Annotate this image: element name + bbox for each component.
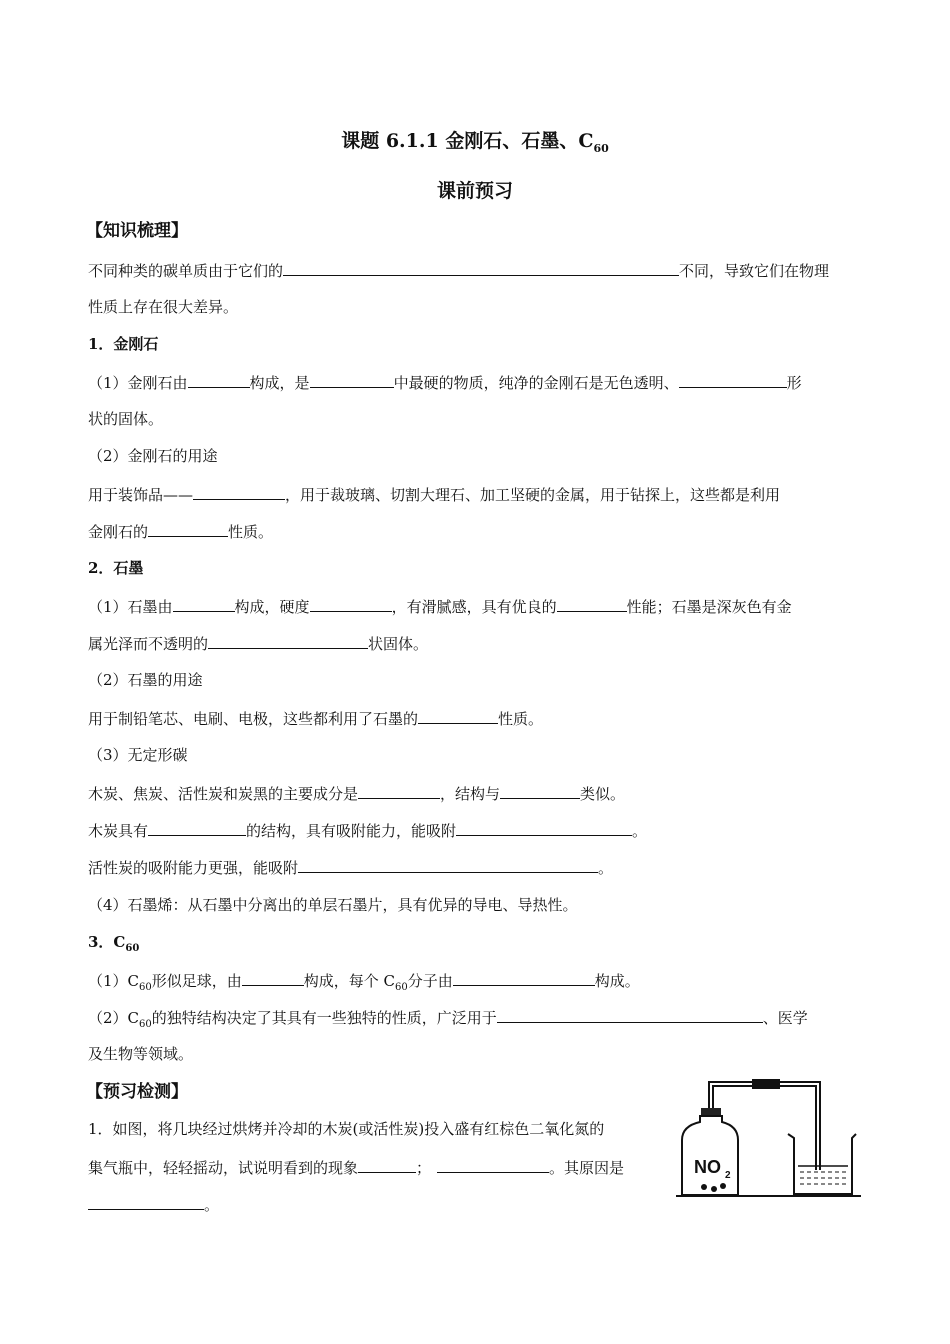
c60-uses-line: $(2)C_{60}$的独特结构决定了其具有一些独特的性质，广泛用于 、医学 [88,1006,808,1036]
svg-text:2: 2 [725,1170,731,1181]
c60-uses-line-2: 及生物等领域。 [88,1045,194,1063]
rubber-joint [752,1079,780,1089]
blank[interactable] [242,969,304,986]
blank[interactable] [437,1156,549,1173]
blank[interactable] [557,595,627,612]
blank[interactable] [310,371,394,388]
blank[interactable] [497,1006,763,1023]
gas-bottle [682,1116,738,1195]
graphite-structure-line-2: 属光泽而不透明的 状固体。 [88,632,428,655]
charcoal-piece [701,1184,707,1190]
question-1-line-2: 集气瓶中，轻轻摇动，试说明看到的现象 ； 。其原因是 [88,1156,624,1179]
blank[interactable] [298,856,598,873]
gas-bottle-apparatus [676,1070,866,1200]
diamond-structure-line: （1）金刚石由 构成，是 中最硬的物质，纯净的金刚石是无色透明、 形 [88,371,802,394]
blank[interactable] [208,632,368,649]
charcoal-piece [711,1186,717,1192]
c60-heading: 3．$C_{60}$ [88,933,140,954]
section-knowledge-heading: 【知识梳理】 [86,221,188,241]
question-1-line-3: 。 [88,1193,219,1216]
blank[interactable] [148,520,228,537]
page-title: 课题 6.1.1 金刚石、石墨、$C_{60}$ [341,130,609,155]
blank[interactable] [188,371,250,388]
blank[interactable] [283,259,679,276]
diamond-uses-heading: （2）金刚石的用途 [88,447,218,465]
blank[interactable] [418,707,498,724]
diamond-structure-line-2: 状的固体。 [88,410,164,428]
blank[interactable] [358,782,440,799]
graphite-uses-line: 用于制铅笔芯、电刷、电极，这些都利用了石墨的 性质。 [88,707,543,730]
blank[interactable] [456,819,632,836]
blank[interactable] [310,595,392,612]
blank[interactable] [173,595,235,612]
stopper [701,1108,721,1116]
graphite-uses-heading: （2）石墨的用途 [88,671,203,689]
blank[interactable] [88,1193,204,1210]
amorphous-carbon-line-3: 活性炭的吸附能力更强，能吸附 。 [88,856,613,879]
beaker [788,1134,856,1194]
blank[interactable] [453,969,595,986]
graphite-structure-line: （1）石墨由 构成，硬度 ，有滑腻感，具有优良的 性能；石墨是深灰色有金 [88,595,792,618]
diamond-heading: 1．金刚石 [88,335,159,353]
diamond-uses-line: 用于装饰品—— ，用于裁玻璃、切割大理石、加工坚硬的金属，用于钻探上，这些都是利用 [88,483,780,506]
blank[interactable] [193,483,285,500]
blank[interactable] [679,371,787,388]
graphene-line: （4）石墨烯：从石墨中分离出的单层石墨片，具有优异的导电、导热性。 [88,896,578,914]
charcoal-piece [720,1183,726,1189]
diamond-uses-line-2: 金刚石的 性质。 [88,520,273,543]
amorphous-carbon-heading: （3）无定形碳 [88,746,188,764]
bottle-label: NO [694,1157,721,1177]
intro-line-1: 不同种类的碳单质由于它们的 不同，导致它们在物理 [88,259,829,282]
section-check-heading: 【预习检测】 [86,1082,188,1102]
blank[interactable] [500,782,580,799]
blank[interactable] [148,819,246,836]
question-1-line-1: 1．如图，将几块经过烘烤并冷却的木炭(或活性炭)投入盛有红棕色二氧化氮的 [88,1120,605,1138]
blank[interactable] [358,1156,416,1173]
graphite-heading: 2．石墨 [88,559,144,577]
page-subtitle: 课前预习 [436,180,513,202]
c60-structure-line: $(1)C_{60}$形似足球，由 构成，每个 $C_{60}$分子由 构成。 [88,969,640,999]
amorphous-carbon-line-1: 木炭、焦炭、活性炭和炭黑的主要成分是 ，结构与 类似。 [88,782,625,805]
intro-line-2: 性质上存在很大差异。 [88,298,239,316]
amorphous-carbon-line-2: 木炭具有 的结构，具有吸附能力，能吸附 。 [88,819,647,842]
